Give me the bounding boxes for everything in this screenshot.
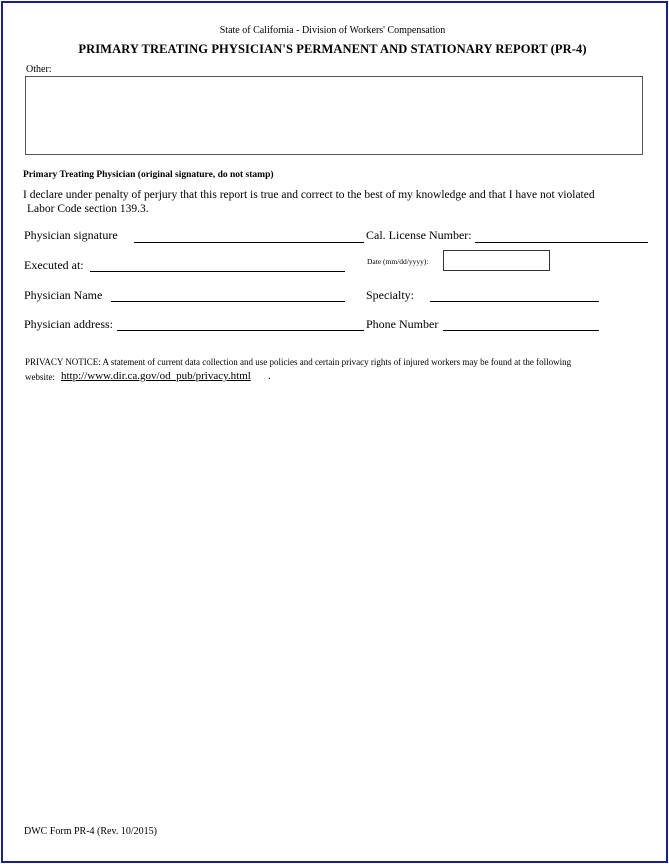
specialty-field[interactable]: [430, 287, 599, 302]
physician-name-label: Physician Name: [24, 288, 103, 302]
license-number-label: Cal. License Number:: [366, 228, 472, 242]
physician-name-field[interactable]: [111, 287, 345, 302]
website-label: website:: [25, 372, 55, 382]
declaration-text-line1: I declare under penalty of perjury that this report is true and correct to the best of my knowledge and that I have not violated: [23, 189, 595, 201]
form-revision-footer: DWC Form PR-4 (Rev. 10/2015): [24, 826, 157, 837]
date-field[interactable]: [443, 250, 550, 271]
other-text-area[interactable]: [25, 76, 643, 155]
executed-at-label: Executed at:: [24, 258, 84, 272]
specialty-label: Specialty:: [366, 288, 414, 302]
license-number-field[interactable]: [475, 228, 648, 243]
phone-number-label: Phone Number: [366, 317, 439, 331]
phone-number-field[interactable]: [443, 316, 599, 331]
privacy-notice: PRIVACY NOTICE: A statement of current data collection and use policies and certain privacy rights of injured workers may be found at the following: [25, 357, 572, 367]
physician-section-heading: Primary Treating Physician (original signature, do not stamp): [23, 170, 274, 180]
date-label: Date (mm/dd/yyyy):: [367, 257, 429, 266]
physician-signature-field[interactable]: [134, 228, 364, 243]
declaration-text-line2: Labor Code section 139.3.: [27, 203, 149, 215]
agency-name: State of California - Division of Workers' Compensation: [219, 25, 446, 36]
privacy-policy-link[interactable]: http://www.dir.ca.gov/od_pub/privacy.html: [61, 370, 251, 382]
form-title: PRIMARY TREATING PHYSICIAN'S PERMANENT AND STATIONARY REPORT (PR-4): [78, 42, 587, 56]
physician-signature-label: Physician signature: [24, 228, 118, 242]
other-label: Other:: [26, 64, 52, 75]
privacy-period: .: [268, 370, 271, 382]
physician-address-label: Physician address:: [24, 317, 113, 331]
physician-address-field[interactable]: [117, 316, 364, 331]
executed-at-field[interactable]: [90, 257, 345, 272]
